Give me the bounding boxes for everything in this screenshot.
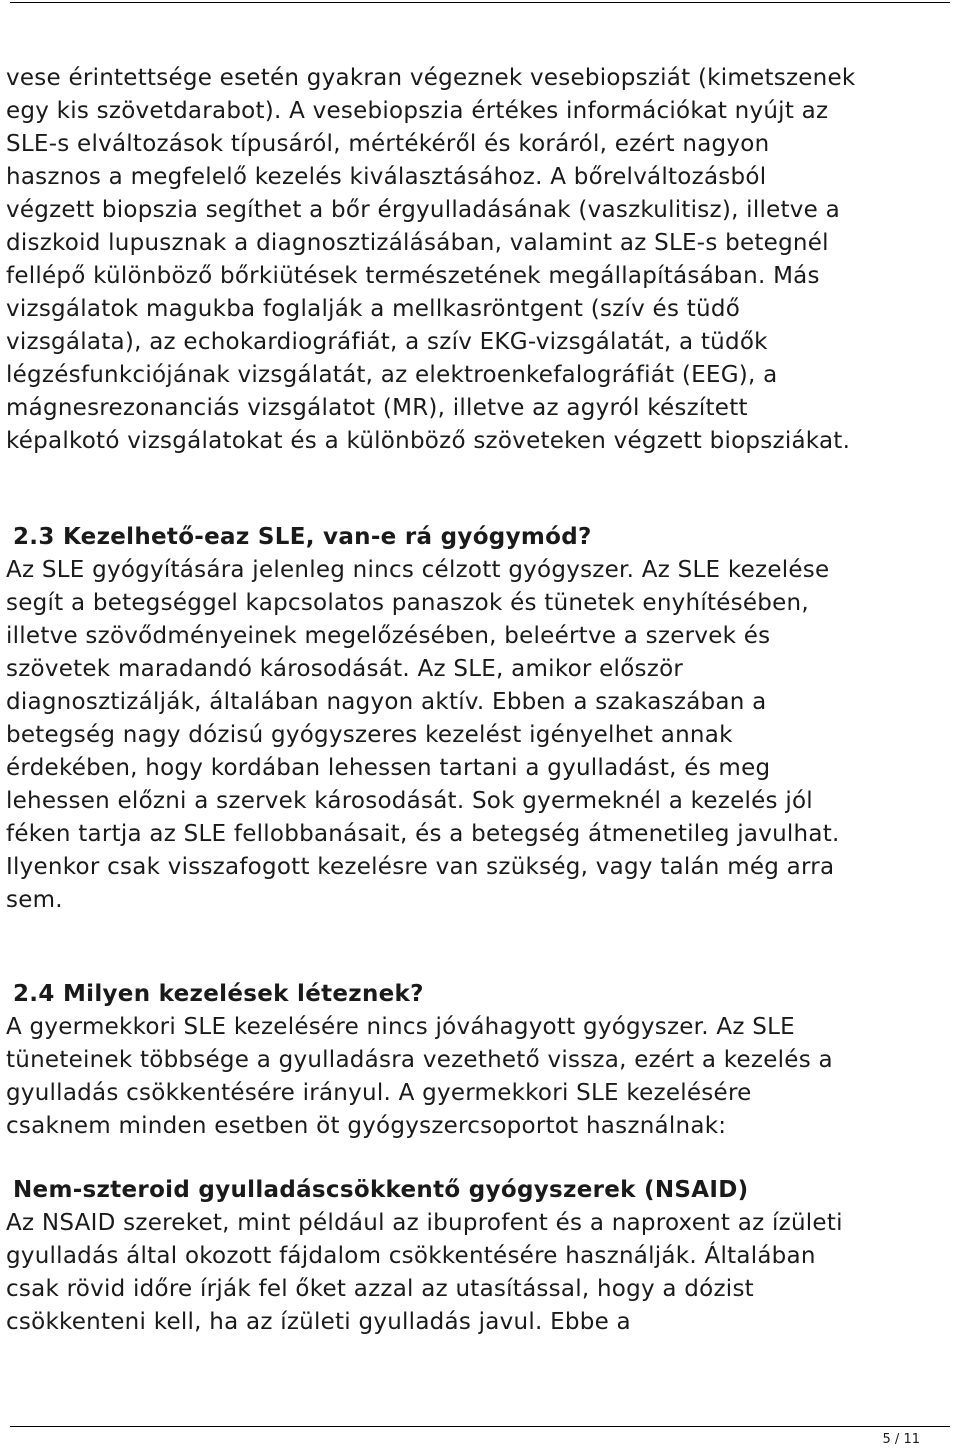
text-line: egy kis szövetdarabot). A vesebiopszia értékes információkat nyújt az — [6, 98, 829, 124]
text-line: vizsgálatok magukba foglalják a mellkasröntgent (szív és tüdő — [6, 296, 741, 322]
text-line: csökkenteni kell, ha az ízületi gyulladás javul. Ebbe a — [6, 1309, 631, 1335]
text-line: sem. — [6, 887, 63, 913]
text-line: A gyermekkori SLE kezelésére nincs jóváhagyott gyógyszer. Az SLE — [6, 1014, 795, 1040]
text-line: vizsgálata), az echokardiográfiát, a szív EKG-vizsgálatát, a tüdők — [6, 329, 768, 355]
text-line: fellépő különböző bőrkiütések természetének megállapításában. Más — [6, 263, 820, 289]
text-line: Az NSAID szereket, mint például az ibuprofent és a naproxent az ízületi — [6, 1210, 843, 1236]
text-line: mágnesrezonanciás vizsgálatot (MR), illetve az agyról készített — [6, 395, 748, 421]
text-line: tüneteinek többsége a gyulladásra vezethető vissza, ezért a kezelés a — [6, 1047, 833, 1073]
text-line: vese érintettsége esetén gyakran végeznek vesebiopsziát (kimetszenek — [6, 65, 856, 91]
text-line: csaknem minden esetben öt gyógyszercsoportot használnak: — [6, 1113, 727, 1139]
text-line: hasznos a megfelelő kezelés kiválasztásához. A bőrelváltozásból — [6, 164, 767, 190]
text-line: végzett biopszia segíthet a bőr érgyulladásának (vaszkulitisz), illetve a — [6, 197, 840, 223]
section-heading-2-4: 2.4 Milyen kezelések léteznek? — [13, 981, 424, 1007]
text-line: Az SLE gyógyítására jelenleg nincs célzott gyógyszer. Az SLE kezelése — [6, 557, 830, 583]
section-heading-2-3: 2.3 Kezelhető-eaz SLE, van-e rá gyógymód? — [13, 524, 592, 550]
top-rule — [10, 2, 950, 3]
text-line: légzésfunkciójának vizsgálatát, az elektroenkefalográfiát (EEG), a — [6, 362, 778, 388]
paragraph-treatability — [6, 554, 956, 917]
text-line: gyulladás csökkentésére irányul. A gyermekkori SLE kezelésére — [6, 1080, 752, 1106]
bottom-rule — [10, 1426, 950, 1427]
text-line: féken tartja az SLE fellobbanásait, és a betegség átmenetileg javulhat. — [6, 821, 840, 847]
text-line: csak rövid időre írják fel őket azzal az utasítással, hogy a dózist — [6, 1276, 754, 1302]
paragraph-biopsy — [6, 62, 956, 458]
text-line: szövetek maradandó károsodását. Az SLE, amikor először — [6, 656, 684, 682]
text-line: képalkotó vizsgálatokat és a különböző szöveteken végzett biopsziákat. — [6, 428, 851, 454]
paragraph-nsaid — [6, 1207, 956, 1339]
page-number: 5 / 11 — [882, 1432, 920, 1447]
text-line: diszkoid lupusznak a diagnosztizálásában, valamint az SLE-s betegnél — [6, 230, 829, 256]
text-line: gyulladás által okozott fájdalom csökkentésére használják. Általában — [6, 1243, 816, 1269]
text-line: Ilyenkor csak visszafogott kezelésre van szükség, vagy talán még arra — [6, 854, 835, 880]
text-line: lehessen előzni a szervek károsodását. Sok gyermeknél a kezelés jól — [6, 788, 813, 814]
text-line: érdekében, hogy kordában lehessen tartani a gyulladást, és meg — [6, 755, 771, 781]
paragraph-treatments — [6, 1011, 956, 1143]
text-line: betegség nagy dózisú gyógyszeres kezelést igényelhet annak — [6, 722, 733, 748]
text-line: segít a betegséggel kapcsolatos panaszok és tünetek enyhítésében, — [6, 590, 809, 616]
text-line: SLE-s elváltozások típusáról, mértékéről és koráról, ezért nagyon — [6, 131, 770, 157]
text-line: diagnosztizálják, általában nagyon aktív. Ebben a szakaszában a — [6, 689, 767, 715]
text-line: illetve szövődményeinek megelőzésében, beleértve a szervek és — [6, 623, 771, 649]
section-heading-nsaid: Nem-szteroid gyulladáscsökkentő gyógyszerek (NSAID) — [13, 1177, 749, 1203]
